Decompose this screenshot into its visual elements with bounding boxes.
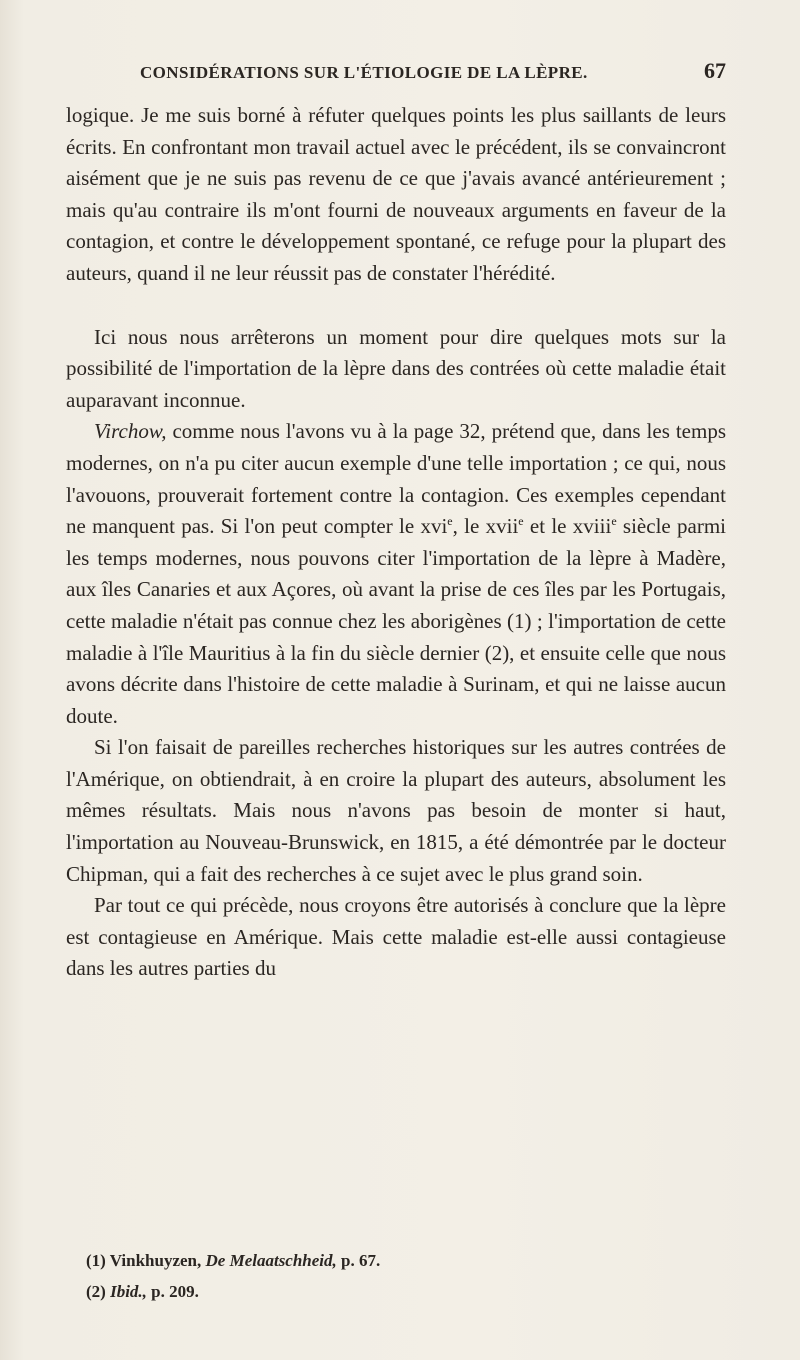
- footnote: [86, 1245, 726, 1276]
- footnote-title: De Melaatschheid,: [205, 1251, 337, 1270]
- footnote-ref: p. 209.: [151, 1282, 199, 1301]
- page-header: [140, 58, 726, 84]
- paragraph: Ici nous nous arrêterons un moment pour dire quelques mots sur la possibilité de l'importation de la lèpre dans des contrées où cette maladie était auparavant inconnue.: [66, 324, 726, 412]
- superscript: e: [611, 514, 617, 529]
- footnote-mark: (1): [86, 1251, 106, 1270]
- paragraph: Si l'on faisait de pareilles recherches historiques sur les autres contrées de l'Amérique, on obtiendrait, à en croire la plupart des auteurs, absolument les mêmes résultats. Mais nous n'avons pas besoin de monter si haut, l'importation au Nouveau-Brunswick, en 1815, a été démontrée par le docteur Chipman, qui a fait des recherches à ce sujet avec le plus grand soin.: [66, 735, 726, 886]
- footnote-mark: (2): [86, 1282, 106, 1301]
- paragraph-text: comme nous l'avons vu à la page 32, prétend que, dans les temps modernes, on n'a pu citer aucun exemple d'une telle importation ; ce qui, nous l'avouons, prouverait fortement contre la contagion. Ces exemples cependant ne manquent pas. Si l'on peut compter le: [66, 419, 726, 539]
- page-number: 67: [704, 58, 726, 83]
- paragraph-text: siècle parmi les temps modernes, nous pouvons citer l'importation de la lèpre à Madère, aux îles Canaries et aux Açores, où avant la prise de ces îles par les Portugais, cette maladie n'était pas connue chez les aborigènes (1) ; l'importation de cette maladie à l'île Mauritius à la fin du siècle dernier (2), et ensuite celle que nous avons décrite dans l'histoire de cette maladie à Surinam, et qui ne laisse aucun doute.: [66, 514, 727, 728]
- paragraph: Par tout ce qui précède, nous croyons être autorisés à conclure que la lèpre est contagieuse en Amérique. Mais cette maladie est-elle aussi contagieuse dans les autres parties du: [66, 893, 726, 981]
- superscript: e: [447, 514, 453, 529]
- footnote-title: Ibid.,: [110, 1282, 147, 1301]
- superscript: e: [518, 514, 524, 529]
- running-title: CONSIDÉRATIONS SUR L'ÉTIOLOGIE DE LA LÈPRE.: [140, 63, 588, 82]
- paragraph: [66, 416, 726, 732]
- paragraph: logique. Je me suis borné à réfuter quelques points les plus saillants de leurs écrits. En confrontant mon travail actuel avec le précédent, ils se convaincront aisément que je ne suis pas revenu de ce que j'avais avancé antérieurement ; mais qu'au contraire ils m'ont fourni de nouveaux arguments en faveur de la contagion, et contre le développement spontané, ce refuge pour la plupart des auteurs, quand il ne leur réussit pas de constater l'hérédité.: [66, 103, 726, 285]
- paragraph-text: , le: [452, 514, 486, 539]
- footnotes: [86, 1245, 726, 1307]
- century-numeral: xvi: [420, 514, 448, 539]
- century-numeral: xviii: [572, 514, 612, 539]
- paragraph-text: et le: [523, 514, 573, 539]
- footnote-author: Vinkhuyzen,: [109, 1251, 202, 1270]
- body-text: [66, 100, 726, 985]
- author-name: Virchow,: [94, 419, 167, 444]
- footnote-ref: p. 67.: [341, 1251, 381, 1270]
- century-numeral: xvii: [485, 514, 519, 539]
- footnote: [86, 1276, 726, 1307]
